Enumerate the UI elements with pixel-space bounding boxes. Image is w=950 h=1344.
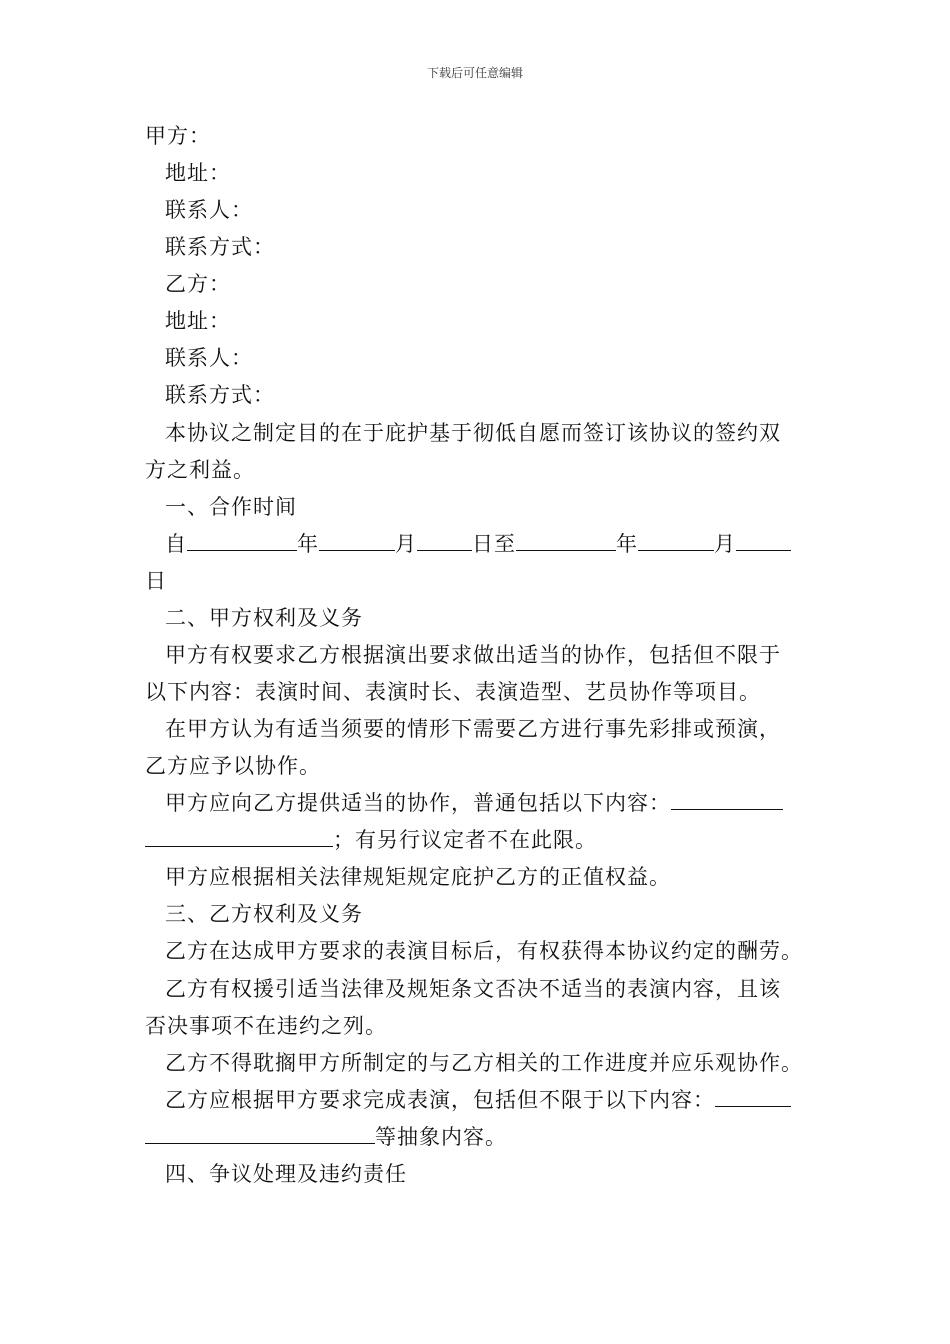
from-label: 自 <box>165 532 187 556</box>
section2-heading: 二、甲方权利及义务 <box>165 606 363 630</box>
start-year-blank <box>187 530 297 551</box>
month2-label: 月 <box>714 532 736 556</box>
end-day-blank <box>736 530 791 551</box>
s3-p4-text-2: 等抽象内容。 <box>375 1125 507 1149</box>
s3-p1: 乙方在达成甲方要求的表演目标后，有权获得本协议约定的酬劳。 <box>165 939 803 963</box>
s3-p4-text: 乙方应根据甲方要求完成表演，包括但不限于以下内容： <box>165 1088 715 1112</box>
party-a-address: 地址： <box>165 161 231 185</box>
s2-p1-line-1: 甲方有权要求乙方根据演出要求做出适当的协作，包括但不限于 <box>165 643 781 667</box>
s2-p3-blank-1 <box>671 789 783 810</box>
s3-p4-blank-2 <box>145 1123 375 1144</box>
party-b-title: 乙方： <box>165 272 231 296</box>
section3-heading: 三、乙方权利及义务 <box>165 902 363 926</box>
start-month-blank <box>319 530 395 551</box>
cooperation-period-line <box>165 530 830 558</box>
day-end-label: 日 <box>145 569 167 593</box>
s2-p2-line-1: 在甲方认为有适当须要的情形下需要乙方进行事先彩排或预演， <box>165 717 781 741</box>
page-header: 下载后可任意编辑 <box>426 66 523 80</box>
s3-p4-line-2 <box>145 1123 810 1151</box>
s2-p2-line-2: 乙方应予以协作。 <box>145 754 321 778</box>
month-label: 月 <box>395 532 417 556</box>
year-label: 年 <box>297 532 319 556</box>
end-year-blank <box>516 530 616 551</box>
start-day-blank <box>417 530 472 551</box>
s2-p3-blank-2 <box>145 826 333 847</box>
s2-p3-text-2: ；有另行议定者不在此限。 <box>333 828 597 852</box>
intro-line-1: 本协议之制定目的在于庇护基于彻低自愿而签订该协议的签约双 <box>165 421 781 445</box>
s2-p3-text: 甲方应向乙方提供适当的协作，普通包括以下内容： <box>165 791 671 815</box>
party-b-contact-method: 联系方式： <box>165 383 275 407</box>
s2-p3-line-2 <box>145 826 810 854</box>
section4-heading: 四、争议处理及违约责任 <box>165 1162 407 1186</box>
party-b-contact: 联系人： <box>165 346 253 370</box>
s3-p2-line-2: 否决事项不在违约之列。 <box>145 1014 387 1038</box>
party-a-contact: 联系人： <box>165 198 253 222</box>
s3-p3: 乙方不得耽搁甲方所制定的与乙方相关的工作进度并应乐观协作。 <box>165 1051 803 1075</box>
s2-p4: 甲方应根据相关法律规矩规定庇护乙方的正值权益。 <box>165 865 671 889</box>
end-month-blank <box>638 530 714 551</box>
party-a-title: 甲方： <box>145 124 211 148</box>
s3-p4-line-1 <box>165 1086 830 1114</box>
intro-line-2: 方之利益。 <box>145 458 255 482</box>
s2-p1-line-2: 以下内容：表演时间、表演时长、表演造型、艺员协作等项目。 <box>145 680 761 704</box>
day-to-label: 日至 <box>472 532 516 556</box>
year2-label: 年 <box>616 532 638 556</box>
s3-p2-line-1: 乙方有权援引适当法律及规矩条文否决不适当的表演内容，且该 <box>165 977 781 1001</box>
section1-heading: 一、合作时间 <box>165 495 297 519</box>
party-a-contact-method: 联系方式： <box>165 235 275 259</box>
party-b-address: 地址： <box>165 309 231 333</box>
s3-p4-blank-1 <box>715 1086 791 1107</box>
s2-p3-line-1 <box>165 789 830 817</box>
